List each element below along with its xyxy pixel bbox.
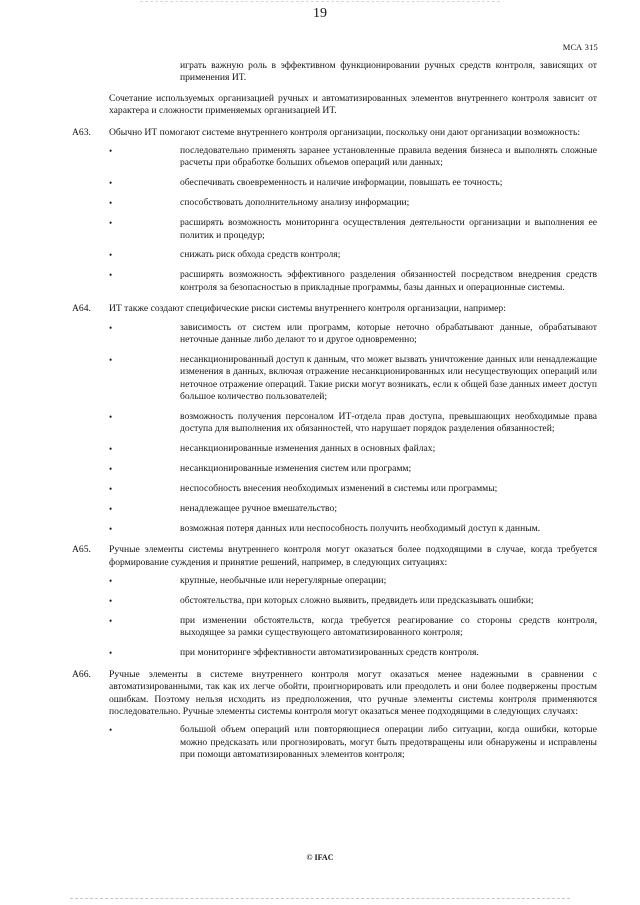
bullet-icon: •	[109, 576, 113, 587]
list-item	[109, 354, 597, 404]
list-item-text: обстоятельства, при которых сложно выявить, предвидеть или предсказывать ошибки;	[180, 595, 534, 607]
section	[72, 126, 597, 295]
list-item	[109, 249, 597, 261]
bullet-icon: •	[109, 444, 113, 455]
bullet-icon: •	[109, 178, 113, 189]
section-lead-text: Обычно ИТ помогают системе внутреннего контроля организации, поскольку они дают организации возможность:	[109, 126, 581, 138]
section	[72, 668, 597, 762]
list-item-text: расширять возможность мониторинга осуществления деятельности организации и выполнения ее политик и процедур;	[180, 217, 597, 241]
bullet-icon: •	[109, 198, 113, 209]
page-number: 19	[313, 6, 327, 21]
list-item-text: неспособность внесения необходимых изменений в системы или программы;	[180, 483, 498, 495]
list-item	[109, 523, 597, 535]
footer-copyright: © IFAC	[306, 853, 334, 862]
bullet-list	[109, 724, 597, 761]
list-item-text: расширять возможность эффективного разделения обязанностей посредством внедрения средств контроля за безопасностью в прикладные программы, базы данных и операционные системы.	[180, 269, 597, 293]
list-item	[109, 269, 597, 294]
list-item	[109, 463, 597, 475]
list-item-text: крупные, необычные или нерегулярные операции;	[180, 575, 387, 587]
list-item-text: возможность получения персоналом ИТ-отдела прав доступа, превышающих необходимые права доступа для выполнения их обязанностей, что нарушает порядок разделения обязанностей;	[180, 411, 597, 435]
section-number: A65.	[72, 544, 91, 556]
standard-code: МСА 315	[562, 42, 598, 52]
list-item-text: при изменении обстоятельств, когда требуется реагирование со стороны средств контроля, выходящее за рамки существующего автоматизированного контроля;	[180, 615, 597, 639]
section-number: A64.	[72, 303, 91, 315]
bullet-icon: •	[109, 146, 113, 157]
list-item	[109, 145, 597, 170]
section	[72, 544, 597, 659]
list-item	[109, 503, 597, 515]
bullet-list	[109, 575, 597, 660]
list-item	[109, 217, 597, 242]
list-item-text: ненадлежащее ручное вмешательство;	[180, 503, 337, 515]
list-item	[109, 483, 597, 495]
list-item	[109, 724, 597, 761]
bullet-icon: •	[109, 270, 113, 281]
scan-edge-top	[140, 1, 500, 2]
bullet-icon: •	[109, 523, 113, 534]
list-item-text: способствовать дополнительному анализу информации;	[180, 197, 410, 209]
list-item-text: несанкционированные изменения систем или программ;	[180, 463, 412, 475]
list-item	[109, 197, 597, 209]
list-item-text: большой объем операций или повторяющиеся операции либо ситуации, когда ошибки, которые можно предсказать или прогнозировать, могут быть предотвращены или обнаружены и исправлены при помощи автоматизированных элементов контроля;	[180, 724, 597, 761]
list-item-text: зависимость от систем или программ, которые неточно обрабатывают данные, обрабатывают неточные данные либо делают то и другое одновременно;	[180, 321, 597, 345]
section-lead-text: ИТ также создают специфические риски системы внутреннего контроля организации, например:	[109, 303, 506, 315]
section-lead-text: Ручные элементы в системе внутреннего контроля могут оказаться менее надежными в сравнении с автоматизированными, так как их легче обойти, проигнорировать или преодолеть и они более подвержены простым ошибкам. Поэтому нельзя исходить из предположения, что ручные элементы системы контроля применяются последовательно. Ручные элементы системы контроля могут оказаться менее подходящими в следующих случаях:	[109, 668, 597, 717]
list-item	[109, 615, 597, 640]
section-lead-text: Ручные элементы системы внутреннего контроля могут оказаться более подходящими в случае, когда требуется формирование суждения и принятие решений, например, в следующих ситуациях:	[109, 544, 597, 568]
bullet-icon: •	[109, 322, 113, 333]
section-number: A63.	[72, 126, 91, 138]
bullet-icon: •	[109, 464, 113, 475]
list-item-text: обеспечивать своевременность и наличие информации, повышать ее точность;	[180, 177, 503, 189]
section	[72, 303, 597, 535]
bullet-icon: •	[109, 648, 113, 659]
bullet-icon: •	[109, 218, 113, 229]
list-item	[109, 595, 597, 607]
list-item	[109, 443, 597, 455]
bullet-icon: •	[109, 484, 113, 495]
continuation-text: играть важную роль в эффективном функционировании ручных средств контроля, зависящих от применения ИТ.	[180, 60, 597, 84]
list-item-text: при мониторинге эффективности автоматизированных средств контроля.	[180, 647, 479, 659]
list-item	[109, 411, 597, 436]
page-content	[72, 60, 597, 769]
list-item	[109, 322, 597, 347]
sections-container	[72, 126, 597, 762]
list-item-text: возможная потеря данных или неспособность получить необходимый доступ к данным.	[180, 522, 541, 534]
intro-paragraph: Сочетание используемых организацией ручных и автоматизированных элементов внутреннего контроля зависит от характера и сложности применяемых организацией ИТ.	[109, 92, 597, 117]
bullet-icon: •	[109, 596, 113, 607]
bullet-list	[109, 322, 597, 536]
bullet-icon: •	[109, 250, 113, 261]
section-number: A66.	[72, 668, 91, 680]
list-item-text: несанкционированные изменения данных в основных файлах;	[180, 443, 436, 455]
bullet-icon: •	[109, 504, 113, 515]
bullet-icon: •	[109, 412, 113, 423]
bullet-list	[109, 145, 597, 294]
scan-edge-bottom	[70, 898, 570, 899]
list-item-text: несанкционированный доступ к данным, что может вызвать уничтожение данных или ненадлежащие изменения в данных, включая отражение несанкционированных или несуществующих операций или неточное отражение операций. Такие риски могут возникать, если к общей базе данных имеет доступ большое количество пользователей;	[180, 353, 597, 403]
list-item-text: последовательно применять заранее установленные правила ведения бизнеса и выполнять сложные расчеты при обработке больших объемов операций или данных;	[180, 145, 597, 169]
bullet-icon: •	[109, 616, 113, 626]
list-item	[109, 575, 597, 587]
bullet-icon: •	[109, 354, 113, 365]
list-item	[109, 177, 597, 189]
bullet-icon: •	[109, 725, 113, 736]
list-item	[109, 647, 597, 659]
list-item-text: снижать риск обхода средств контроля;	[180, 249, 341, 261]
